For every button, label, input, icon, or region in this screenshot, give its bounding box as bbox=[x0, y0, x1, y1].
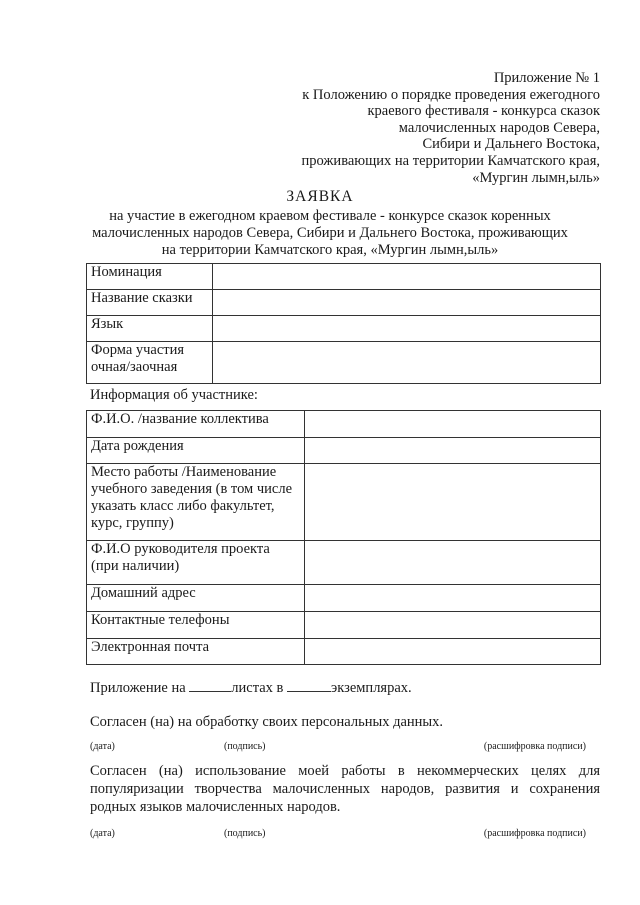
appendix-header-line: к Положению о порядке проведения ежегодного bbox=[302, 86, 600, 103]
email-label: Электронная почта bbox=[87, 639, 305, 665]
appendix-header-line: малочисленных народов Севера, bbox=[398, 119, 600, 136]
participation-form-field[interactable] bbox=[213, 342, 601, 384]
subtitle-line: на территории Камчатского края, «Мургин лымн,ыль» bbox=[161, 242, 499, 258]
table-row bbox=[87, 290, 601, 316]
birth-date-label: Дата рождения bbox=[87, 438, 305, 464]
table-row bbox=[87, 464, 601, 541]
date-caption: (дата) bbox=[90, 741, 115, 752]
document-subtitle bbox=[60, 208, 600, 259]
appendix-header-line: Приложение № 1 bbox=[493, 70, 600, 86]
tale-title-label: Название сказки bbox=[87, 290, 213, 316]
attachment-prefix: Приложение на bbox=[90, 680, 186, 696]
table-row bbox=[87, 264, 601, 290]
full-name-label: Ф.И.О. /название коллектива bbox=[87, 411, 305, 438]
subtitle-line: малочисленных народов Севера, Сибири и Дальнего Востока, проживающих bbox=[92, 225, 568, 241]
full-name-field[interactable] bbox=[305, 411, 601, 438]
document-title: ЗАЯВКА bbox=[286, 188, 354, 205]
attachment-line bbox=[90, 679, 600, 697]
home-address-label: Домашний адрес bbox=[87, 585, 305, 612]
table-row bbox=[87, 342, 601, 384]
appendix-header bbox=[260, 70, 600, 186]
signature-caption: (подпись) bbox=[224, 828, 266, 839]
participant-info-heading: Информация об участнике: bbox=[90, 387, 258, 403]
decoding-caption: (расшифровка подписи) bbox=[483, 828, 586, 839]
decoding-caption: (расшифровка подписи) bbox=[483, 741, 586, 752]
competition-table bbox=[86, 263, 601, 384]
participation-form-label: Форма участия очная/заочная bbox=[87, 342, 213, 384]
tale-title-field[interactable] bbox=[213, 290, 601, 316]
consent-personal-data: Согласен (на) на обработку своих персональных данных. bbox=[90, 714, 444, 730]
table-row bbox=[87, 639, 601, 665]
table-row bbox=[87, 541, 601, 585]
table-row bbox=[87, 411, 601, 438]
table-row bbox=[87, 612, 601, 639]
copies-count-blank[interactable] bbox=[287, 679, 331, 692]
subtitle-line: на участие в ежегодном краевом фестивале - конкурсе сказок коренных bbox=[109, 208, 551, 224]
birth-date-field[interactable] bbox=[305, 438, 601, 464]
participant-table bbox=[86, 410, 601, 665]
nomination-label: Номинация bbox=[87, 264, 213, 290]
table-row bbox=[87, 585, 601, 612]
appendix-header-line: «Мургин лымн,ыль» bbox=[472, 169, 600, 186]
language-field[interactable] bbox=[213, 316, 601, 342]
attachment-suffix: экземплярах. bbox=[331, 680, 412, 696]
sheets-count-blank[interactable] bbox=[189, 679, 231, 692]
project-supervisor-field[interactable] bbox=[305, 541, 601, 585]
appendix-header-line: проживающих на территории Камчатского края, bbox=[301, 152, 600, 169]
home-address-field[interactable] bbox=[305, 585, 601, 612]
nomination-field[interactable] bbox=[213, 264, 601, 290]
date-caption: (дата) bbox=[90, 828, 115, 839]
appendix-header-line: краевого фестиваля - конкурса сказок bbox=[367, 103, 600, 120]
signature-caption: (подпись) bbox=[224, 741, 266, 752]
table-row bbox=[87, 438, 601, 464]
consent-noncommercial: Согласен (на) использование моей работы в некоммерческих целях для популяризации творчества малочисленных народов, развития и сохранения родных языков малочисленных народов. bbox=[90, 763, 600, 815]
language-label: Язык bbox=[87, 316, 213, 342]
workplace-label: Место работы /Наименование учебного заведения (в том числе указать класс либо факультет, курс, группу) bbox=[87, 464, 305, 541]
appendix-header-line: Сибири и Дальнего Востока, bbox=[422, 136, 600, 153]
project-supervisor-label: Ф.И.О руководителя проекта (при наличии) bbox=[87, 541, 305, 585]
workplace-field[interactable] bbox=[305, 464, 601, 541]
phones-field[interactable] bbox=[305, 612, 601, 639]
email-field[interactable] bbox=[305, 639, 601, 665]
attachment-middle: листах в bbox=[231, 680, 284, 696]
phones-label: Контактные телефоны bbox=[87, 612, 305, 639]
table-row bbox=[87, 316, 601, 342]
